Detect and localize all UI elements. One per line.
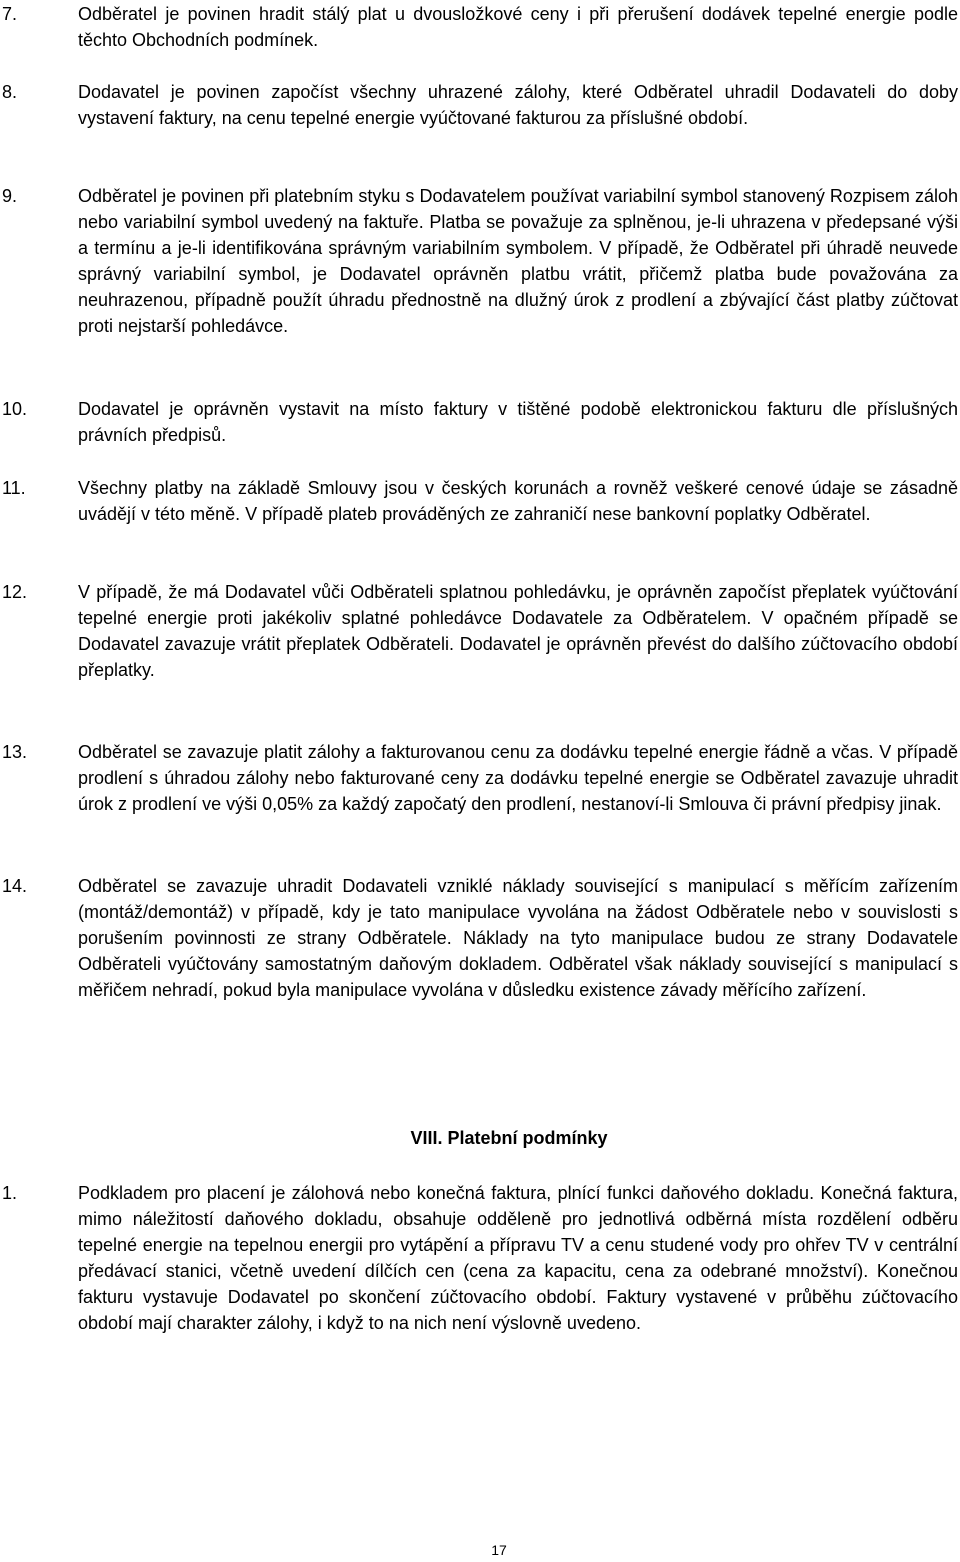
item-number: 11. [2, 478, 26, 498]
item-number: 7. [2, 4, 18, 24]
item-number: 8. [2, 82, 18, 102]
item-text: V případě, že má Dodavatel vůči Odběrateli splatnou pohledávku, je oprávněn započíst přeplatek vyúčtování tepelné energie proti jakékoliv splatné pohledávce Dodavatele za Odběratelem. V opačném případě se Dodavatel zavazuje vrátit přeplatek Odběrateli. Dodavatel je oprávněn převést do dalšího zúčtovacího období přeplatky. [78, 582, 958, 680]
item-number: 14. [2, 876, 28, 896]
item-number: 13. [2, 742, 28, 762]
section-heading: VIII. Platební podmínky [410, 1128, 608, 1148]
item-number: 9. [2, 186, 18, 206]
item-text: Odběratel se zavazuje uhradit Dodavateli vzniklé náklady související s manipulací s měřícím zařízením (montáž/demontáž) v případě, kdy je tato manipulace vyvolána na žádost Odběratele nebo v souvislosti s porušením povinnosti ze strany Odběratele. Náklady na tyto manipulace budou ze strany Dodavatele Odběrateli vyúčtovány samostatným daňovým dokladem. Odběratel však náklady související s manipulací s měřičem nehradí, pokud byla manipulace vyvolána v důsledku existence závady měřícího zařízení. [78, 876, 958, 1000]
item-number: 10. [2, 399, 28, 419]
item-text: Odběratel je povinen při platebním styku s Dodavatelem používat variabilní symbol stanovený Rozpisem záloh nebo variabilní symbol uvedený na faktuře. Platba se považuje za splněnou, je-li uhrazena v předepsané výši a termínu a je-li identifikována správným variabilním symbolem. V případě, že Odběratel při úhradě neuvede správný variabilní symbol, je Dodavatel oprávněn platbu vrátit, přičemž platba bude považována za neuhrazenou, případně použít úhradu přednostně na dlužný úrok z prodlení a zbývající část platby zúčtovat proti nejstarší pohledávce. [78, 186, 958, 336]
item-text: Odběratel je povinen hradit stálý plat u dvousložkové ceny i při přerušení dodávek tepelné energie podle těchto Obchodních podmínek. [78, 4, 958, 50]
item-number: 1. [2, 1183, 18, 1203]
item-text: Dodavatel je oprávněn vystavit na místo faktury v tištěné podobě elektronickou fakturu dle příslušných právních předpisů. [78, 399, 958, 445]
item-text: Podkladem pro placení je zálohová nebo konečná faktura, plnící funkci daňového dokladu. Konečná faktura, mimo náležitostí daňového dokladu, obsahuje odděleně pro jednotlivá odběrná místa rozdělení odběru tepelné energie na tepelnou energii pro vytápění a přípravu TV a cenu studené vody pro ohřev TV v centrální předávací stanici, včetně uvedení dílčích cen (cena za kapacitu, cena za odebrané množství). Konečnou fakturu vystavuje Dodavatel po skončení zúčtovacího období. Faktury vystavené v průběhu zúčtovacího období mají charakter zálohy, i když to na nich není výslovně uvedeno. [78, 1183, 958, 1333]
item-number: 12. [2, 582, 28, 602]
item-text: Dodavatel je povinen započíst všechny uhrazené zálohy, které Odběratel uhradil Dodavateli do doby vystavení faktury, na cenu tepelné energie vyúčtované fakturou za příslušné období. [78, 82, 958, 128]
item-text: Odběratel se zavazuje platit zálohy a fakturovanou cenu za dodávku tepelné energie řádně a včas. V případě prodlení s úhradou zálohy nebo fakturované ceny za dodávku tepelné energie se Odběratel zavazuje uhradit úrok z prodlení ve výši 0,05% za každý započatý den prodlení, nestanoví-li Smlouva či právní předpisy jinak. [78, 742, 958, 814]
page-number: 17 [491, 1542, 507, 1558]
item-text: Všechny platby na základě Smlouvy jsou v českých korunách a rovněž veškeré cenové údaje se zásadně uvádějí v této měně. V případě plateb prováděných ze zahraničí nese bankovní poplatky Odběratel. [78, 478, 958, 524]
